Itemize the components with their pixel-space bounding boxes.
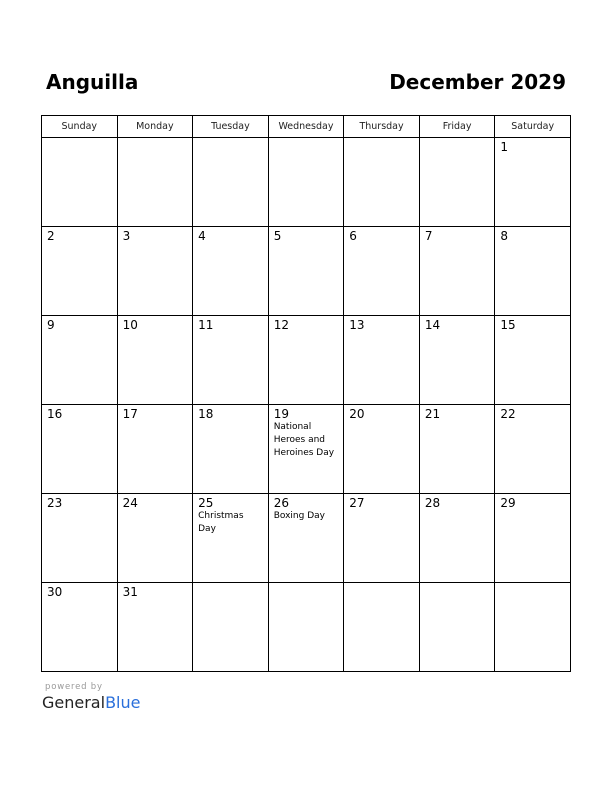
calendar-week-row xyxy=(42,227,571,316)
country-title: Anguilla xyxy=(46,70,139,94)
day-cell xyxy=(419,227,495,316)
day-number: 1 xyxy=(500,140,509,154)
powered-by-text: powered by xyxy=(45,682,103,692)
day-cell xyxy=(419,405,495,494)
day-number: 25 xyxy=(198,496,214,510)
calendar-week-row xyxy=(42,405,571,494)
day-cell xyxy=(495,138,571,227)
day-number: 23 xyxy=(47,496,63,510)
calendar-week-row xyxy=(42,494,571,583)
month-year-title: December 2029 xyxy=(389,70,566,94)
day-cell xyxy=(495,227,571,316)
weekday-header-row xyxy=(42,116,571,138)
day-cell xyxy=(419,316,495,405)
day-number: 15 xyxy=(500,318,516,332)
day-cell xyxy=(42,583,118,672)
footer-branding xyxy=(42,682,140,712)
day-cell xyxy=(419,494,495,583)
empty-day-cell xyxy=(268,138,344,227)
weekday-tuesday: Tuesday xyxy=(193,116,269,138)
weekday-wednesday: Wednesday xyxy=(268,116,344,138)
day-number: 30 xyxy=(47,585,63,599)
day-number: 7 xyxy=(424,229,433,243)
empty-day-cell xyxy=(193,583,269,672)
weekday-monday: Monday xyxy=(117,116,193,138)
day-cell xyxy=(495,316,571,405)
day-cell xyxy=(268,316,344,405)
day-number: 19 xyxy=(273,407,289,421)
day-number: 6 xyxy=(349,229,357,243)
day-cell xyxy=(117,405,193,494)
day-number: 20 xyxy=(349,407,365,421)
day-cell xyxy=(495,494,571,583)
weekday-saturday: Saturday xyxy=(495,116,571,138)
day-cell xyxy=(42,494,118,583)
day-number: 21 xyxy=(424,407,441,421)
day-cell xyxy=(193,227,269,316)
empty-day-cell xyxy=(268,583,344,672)
day-cell xyxy=(42,227,118,316)
weekday-sunday: Sunday xyxy=(42,116,118,138)
day-number: 4 xyxy=(198,229,206,243)
day-cell xyxy=(117,227,193,316)
day-cell xyxy=(495,405,571,494)
day-cell xyxy=(268,494,344,583)
holiday-label: Boxing Day xyxy=(273,511,325,521)
holiday-label: National Heroes and Heroines Day xyxy=(273,422,335,458)
day-number: 12 xyxy=(273,318,289,332)
generalblue-logo[interactable] xyxy=(42,693,140,712)
weekday-friday: Friday xyxy=(419,116,495,138)
day-number: 14 xyxy=(424,318,441,332)
day-number: 17 xyxy=(122,407,138,421)
day-number: 3 xyxy=(122,229,131,243)
day-cell xyxy=(42,405,118,494)
day-cell xyxy=(344,316,420,405)
day-number: 5 xyxy=(273,229,282,243)
day-number: 22 xyxy=(500,407,516,421)
day-cell xyxy=(193,316,269,405)
day-cell xyxy=(344,405,420,494)
empty-day-cell xyxy=(419,138,495,227)
day-number: 11 xyxy=(198,318,214,332)
day-number: 29 xyxy=(500,496,516,510)
month-calendar-grid xyxy=(41,115,571,672)
day-cell xyxy=(344,227,420,316)
day-cell xyxy=(193,405,269,494)
day-number: 13 xyxy=(349,318,365,332)
calendar-weeks xyxy=(42,138,571,672)
day-number: 27 xyxy=(349,496,365,510)
day-cell xyxy=(344,494,420,583)
empty-day-cell xyxy=(495,583,571,672)
day-cell xyxy=(117,494,193,583)
day-number: 18 xyxy=(198,407,214,421)
day-number: 24 xyxy=(122,496,138,510)
empty-day-cell xyxy=(344,138,420,227)
empty-day-cell xyxy=(193,138,269,227)
calendar-week-row xyxy=(42,583,571,672)
empty-day-cell xyxy=(42,138,118,227)
day-number: 8 xyxy=(500,229,509,243)
calendar-week-row xyxy=(42,138,571,227)
calendar-header xyxy=(46,70,566,100)
empty-day-cell xyxy=(344,583,420,672)
day-number: 2 xyxy=(47,229,55,243)
day-cell xyxy=(42,316,118,405)
day-number: 16 xyxy=(47,407,63,421)
empty-day-cell xyxy=(419,583,495,672)
day-number: 10 xyxy=(122,318,138,332)
day-number: 28 xyxy=(424,496,441,510)
calendar-week-row xyxy=(42,316,571,405)
day-number: 26 xyxy=(273,496,289,510)
day-cell xyxy=(117,316,193,405)
day-cell xyxy=(268,405,344,494)
day-number: 9 xyxy=(47,318,55,332)
day-cell xyxy=(193,494,269,583)
brand-general-text: General xyxy=(42,693,106,712)
weekday-thursday: Thursday xyxy=(344,116,420,138)
empty-day-cell xyxy=(117,138,193,227)
brand-blue-text: Blue xyxy=(105,693,141,712)
holiday-label: Christmas Day xyxy=(198,511,244,534)
day-cell xyxy=(117,583,193,672)
day-cell xyxy=(268,227,344,316)
day-number: 31 xyxy=(122,585,138,599)
